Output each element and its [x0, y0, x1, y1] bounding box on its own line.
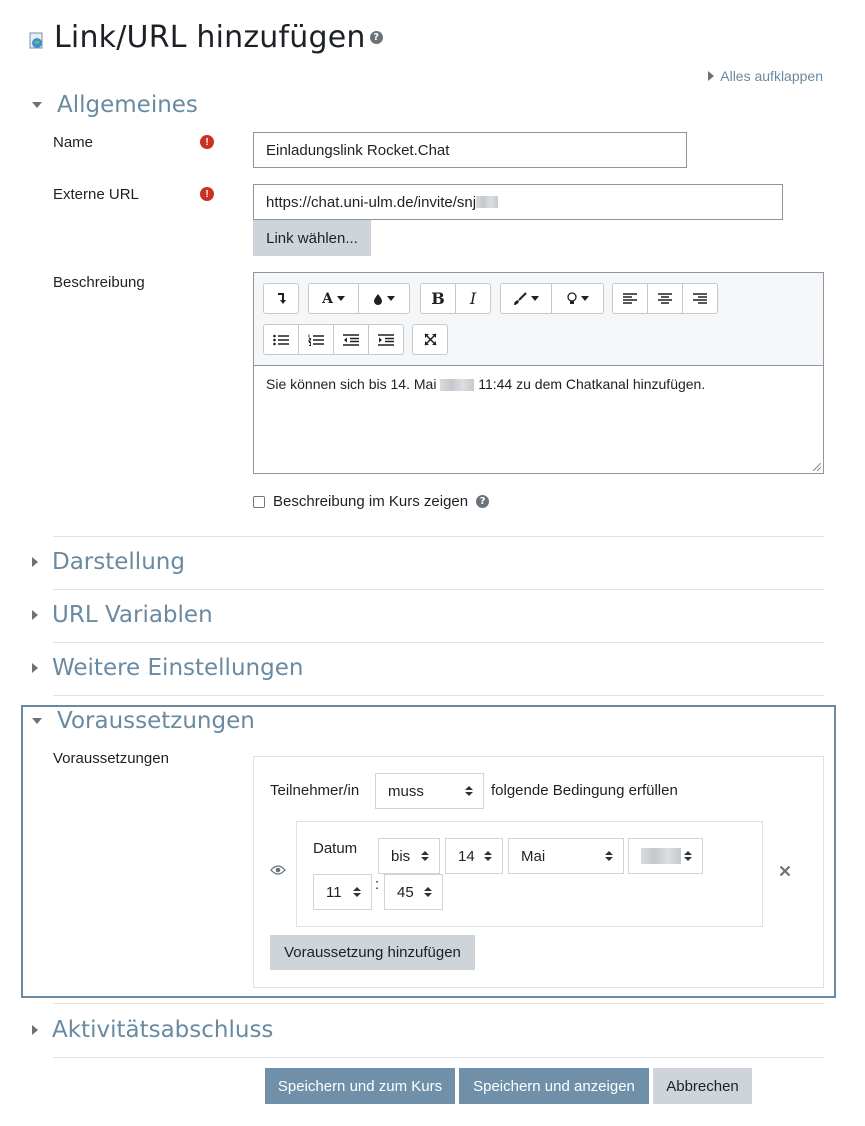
direction-value: bis [391, 847, 411, 865]
toolbar-group-1 [263, 283, 299, 314]
lightbulb-icon[interactable] [552, 284, 603, 313]
resize-handle-icon[interactable] [813, 463, 821, 471]
section-restrictions-title: Voraussetzungen [57, 708, 255, 734]
section-url-vars-header[interactable] [32, 602, 213, 628]
expand-icon [32, 557, 38, 567]
hour-value: 11 [326, 883, 342, 901]
expand-icon [32, 610, 38, 620]
bold-icon[interactable]: B [421, 284, 456, 313]
page-title: Link/URL hinzufügen [54, 20, 366, 55]
editor-text-2: 11:44 zu dem Chatkanal hinzufügen. [478, 376, 706, 392]
select-arrows-icon [684, 851, 692, 861]
expand-all-link[interactable] [708, 68, 823, 84]
section-display-title: Darstellung [52, 549, 185, 575]
brush-icon[interactable] [501, 284, 552, 313]
description-label: Beschreibung [53, 274, 145, 291]
select-arrows-icon [605, 851, 613, 861]
align-center-icon[interactable] [648, 284, 683, 313]
align-right-icon[interactable] [683, 284, 717, 313]
choose-link-button[interactable]: Link wählen... [253, 220, 371, 256]
url-label: Externe URL [53, 186, 139, 203]
italic-icon[interactable]: I [469, 289, 477, 308]
section-more-title: Weitere Einstellungen [52, 655, 304, 681]
cancel-button[interactable]: Abbrechen [653, 1068, 752, 1104]
toolbar-group-7 [412, 324, 448, 355]
url-input-value: https://chat.uni-ulm.de/invite/snj [266, 193, 477, 211]
ordered-list-icon[interactable] [299, 325, 334, 354]
eye-icon[interactable] [270, 864, 286, 876]
save-display-button[interactable]: Speichern und anzeigen [459, 1068, 649, 1104]
name-label: Name [53, 134, 94, 151]
fullscreen-icon[interactable] [413, 325, 447, 354]
name-input[interactable] [253, 132, 687, 168]
section-completion-header[interactable] [32, 1017, 273, 1043]
direction-select[interactable] [378, 838, 440, 874]
save-return-button[interactable]: Speichern und zum Kurs [265, 1068, 455, 1104]
redacted-blur [641, 848, 681, 864]
section-url-vars-title: URL Variablen [52, 602, 213, 628]
time-separator: : [375, 876, 380, 893]
show-description-checkbox[interactable] [253, 496, 265, 508]
page-header [28, 20, 383, 55]
help-icon[interactable]: ? [476, 495, 489, 508]
year-select[interactable] [628, 838, 703, 874]
indent-icon[interactable] [369, 325, 403, 354]
select-arrows-icon [465, 786, 473, 796]
toolbar-group-3 [420, 283, 491, 314]
must-select[interactable] [375, 773, 484, 809]
editor-content[interactable] [254, 365, 823, 473]
divider [53, 589, 824, 590]
divider [53, 1057, 824, 1058]
show-description-label: Beschreibung im Kurs zeigen [273, 493, 469, 510]
expand-icon [32, 663, 38, 673]
condition-text: folgende Bedingung erfüllen [491, 782, 678, 799]
description-editor [253, 272, 824, 474]
editor-toolbar [254, 273, 823, 365]
select-arrows-icon [421, 851, 429, 861]
select-arrows-icon [484, 851, 492, 861]
month-select[interactable] [508, 838, 624, 874]
toolbar-group-4 [500, 283, 604, 314]
collapse-icon [32, 718, 42, 724]
toolbar-group-5 [612, 283, 718, 314]
delete-condition-icon[interactable] [779, 865, 791, 877]
url-module-icon [28, 32, 46, 50]
section-completion-title: Aktivitätsabschluss [52, 1017, 274, 1043]
month-value: Mai [521, 847, 546, 865]
editor-text-1: Sie können sich bis 14. Mai [266, 376, 437, 392]
restrictions-label: Voraussetzungen [53, 750, 169, 767]
required-icon: ! [200, 135, 214, 149]
section-general-title: Allgemeines [57, 92, 198, 118]
hour-select[interactable] [313, 874, 372, 910]
outdent-icon[interactable] [334, 325, 369, 354]
divider [53, 642, 824, 643]
add-restriction-button[interactable]: Voraussetzung hinzufügen [270, 935, 475, 970]
redacted-blur [476, 196, 498, 208]
date-label: Datum [313, 840, 358, 857]
section-display-header[interactable] [32, 549, 185, 575]
expand-all-label: Alles aufklappen [720, 68, 823, 84]
collapse-icon [32, 102, 42, 108]
divider [53, 695, 824, 696]
select-arrows-icon [424, 887, 432, 897]
participant-label: Teilnehmer/in [270, 782, 360, 799]
show-more-icon[interactable] [264, 284, 298, 313]
minute-select[interactable] [384, 874, 443, 910]
toolbar-group-6 [263, 324, 404, 355]
section-restrictions-header[interactable] [32, 708, 255, 734]
align-left-icon[interactable] [613, 284, 648, 313]
toolbar-group-2 [308, 283, 410, 314]
expand-icon [32, 1025, 38, 1035]
minute-value: 45 [397, 883, 414, 901]
font-style-icon[interactable]: A [309, 284, 359, 313]
url-input[interactable] [253, 184, 783, 220]
section-more-header[interactable] [32, 655, 303, 681]
name-input-value: Einladungslink Rocket.Chat [266, 141, 450, 159]
expand-icon [708, 71, 714, 81]
divider [53, 536, 824, 537]
redacted-blur [440, 379, 474, 391]
day-value: 14 [458, 847, 475, 865]
section-general-header[interactable] [32, 92, 198, 118]
required-icon: ! [200, 187, 214, 201]
divider [53, 1003, 824, 1004]
help-icon[interactable]: ? [370, 31, 383, 44]
unordered-list-icon[interactable] [264, 325, 299, 354]
show-description-row [253, 493, 489, 510]
select-arrows-icon [353, 887, 361, 897]
day-select[interactable] [445, 838, 503, 874]
font-color-icon[interactable] [359, 284, 409, 313]
must-select-value: muss [388, 782, 424, 800]
